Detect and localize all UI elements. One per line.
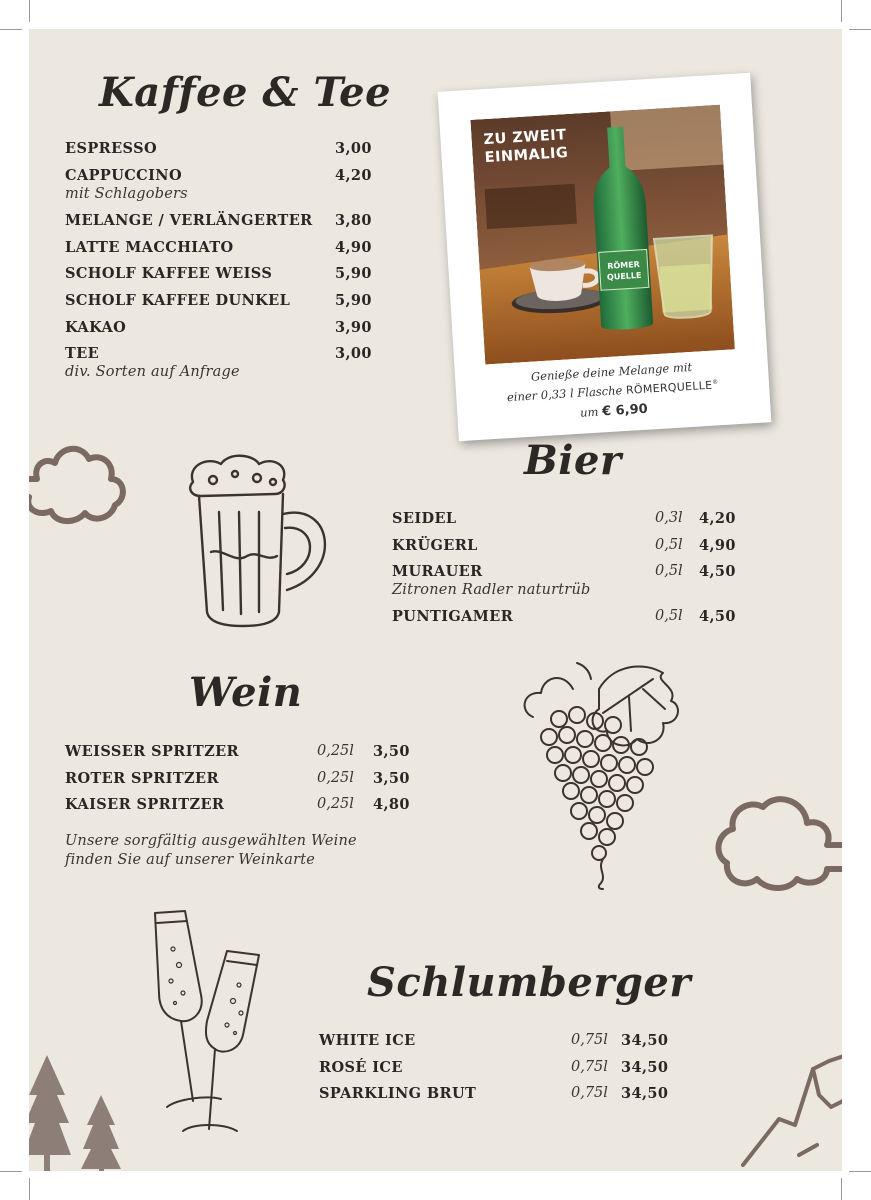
menu-item-price: 3,00 <box>335 140 372 157</box>
menu-item-price: 3,50 <box>373 770 410 787</box>
promo-badge <box>483 126 569 167</box>
cloud-icon <box>29 439 131 529</box>
menu-item-price: 4,80 <box>373 796 410 813</box>
menu-item-volume: 0,5l <box>655 537 683 553</box>
promo-card <box>438 73 772 441</box>
menu-item-price: 4,50 <box>699 608 736 625</box>
menu-item-price: 3,00 <box>335 345 372 362</box>
menu-item-name: KAISER SPRITZER <box>65 796 225 813</box>
menu-item-volume: 0,5l <box>655 608 683 624</box>
crop-mark <box>849 1171 871 1172</box>
menu-item-name: ESPRESSO <box>65 140 157 157</box>
menu-item-name: SCHOLF KAFFEE WEISS <box>65 265 273 282</box>
menu-item-price: 34,50 <box>621 1032 669 1049</box>
menu-item-price: 4,90 <box>335 239 372 256</box>
bottle-label: QUELLE <box>606 270 642 282</box>
grapes-icon <box>503 659 693 889</box>
section-heading-bier: Bier <box>524 437 622 484</box>
menu-page <box>29 29 842 1171</box>
menu-item-volume: 0,25l <box>317 796 354 812</box>
promo-caption-prefix: einer 0,33 l Flasche <box>506 383 623 405</box>
menu-item-price: 3,80 <box>335 212 372 229</box>
menu-item-name: MELANGE / VERLÄNGERTER <box>65 212 313 229</box>
crop-mark <box>841 1178 842 1200</box>
menu-item-volume: 0,25l <box>317 770 354 786</box>
menu-item-volume: 0,5l <box>655 563 683 579</box>
menu-item-price: 3,50 <box>373 743 410 760</box>
section-heading-wein: Wein <box>189 669 303 716</box>
wein-note: Unsere sorgfältig ausgewählten Weine <box>65 833 357 849</box>
menu-item-note: mit Schlagobers <box>65 186 188 202</box>
menu-item-name: SCHOLF KAFFEE DUNKEL <box>65 292 291 309</box>
menu-item-price: 4,50 <box>699 563 736 580</box>
promo-caption: einer 0,33 l Flasche RÖMERQUELLE® <box>506 378 719 405</box>
menu-item-volume: 0,3l <box>655 510 683 526</box>
cloud-icon <box>715 785 842 895</box>
wein-note: finden Sie auf unserer Weinkarte <box>65 852 316 868</box>
menu-item-note: div. Sorten auf Anfrage <box>65 364 240 380</box>
menu-item-name: LATTE MACCHIATO <box>65 239 234 256</box>
crop-mark <box>0 29 22 30</box>
menu-item-volume: 0,75l <box>571 1059 608 1075</box>
menu-item-volume: 0,75l <box>571 1085 608 1101</box>
menu-item-name: MURAUER <box>392 563 483 580</box>
menu-item-price: 4,20 <box>335 167 372 184</box>
menu-item-name: KRÜGERL <box>392 537 478 554</box>
menu-item-name: KAKAO <box>65 319 127 336</box>
menu-item-price: 4,90 <box>699 537 736 554</box>
menu-item-name: WEISSER SPRITZER <box>65 743 239 760</box>
menu-item-price: 34,50 <box>621 1085 669 1102</box>
menu-item-name: PUNTIGAMER <box>392 608 514 625</box>
menu-item-price: 5,90 <box>335 292 372 309</box>
menu-item-name: ROSÉ ICE <box>319 1059 403 1076</box>
champagne-glasses-icon <box>147 909 277 1141</box>
section-heading-kaffee: Kaffee & Tee <box>99 69 392 116</box>
menu-item-name: SEIDEL <box>392 510 457 527</box>
crop-mark <box>29 0 30 22</box>
section-heading-schlumberger: Schlumberger <box>367 959 691 1006</box>
menu-item-price: 5,90 <box>335 265 372 282</box>
menu-item-name: SPARKLING BRUT <box>319 1085 477 1102</box>
beer-mug-icon <box>183 452 343 627</box>
promo-badge-line: EINMALIG <box>484 145 569 167</box>
promo-badge-line: ZU ZWEIT <box>483 127 568 149</box>
promo-price-value: € 6,90 <box>601 401 649 420</box>
promo-caption: Genieße deine Melange mit <box>530 359 693 384</box>
menu-item-note: Zitronen Radler naturtrüb <box>392 582 591 598</box>
crop-mark <box>0 1171 22 1172</box>
menu-item-name: ROTER SPRITZER <box>65 770 219 787</box>
menu-item-name: WHITE ICE <box>319 1032 416 1049</box>
menu-item-price: 3,90 <box>335 319 372 336</box>
menu-item-name: TEE <box>65 345 100 362</box>
crop-mark <box>29 1178 30 1200</box>
bottle-label: RÖMER <box>607 259 641 271</box>
promo-photo <box>470 105 734 365</box>
pine-tree-icon <box>29 1055 125 1171</box>
crop-mark <box>849 29 871 30</box>
menu-item-price: 34,50 <box>621 1059 669 1076</box>
brand-logo: RÖMERQUELLE <box>625 378 713 397</box>
menu-item-name: CAPPUCCINO <box>65 167 182 184</box>
crop-mark <box>841 0 842 22</box>
menu-item-volume: 0,75l <box>571 1032 608 1048</box>
menu-item-volume: 0,25l <box>317 743 354 759</box>
menu-item-price: 4,20 <box>699 510 736 527</box>
promo-price-prefix: um <box>579 404 599 420</box>
mountain-icon <box>739 1055 842 1171</box>
